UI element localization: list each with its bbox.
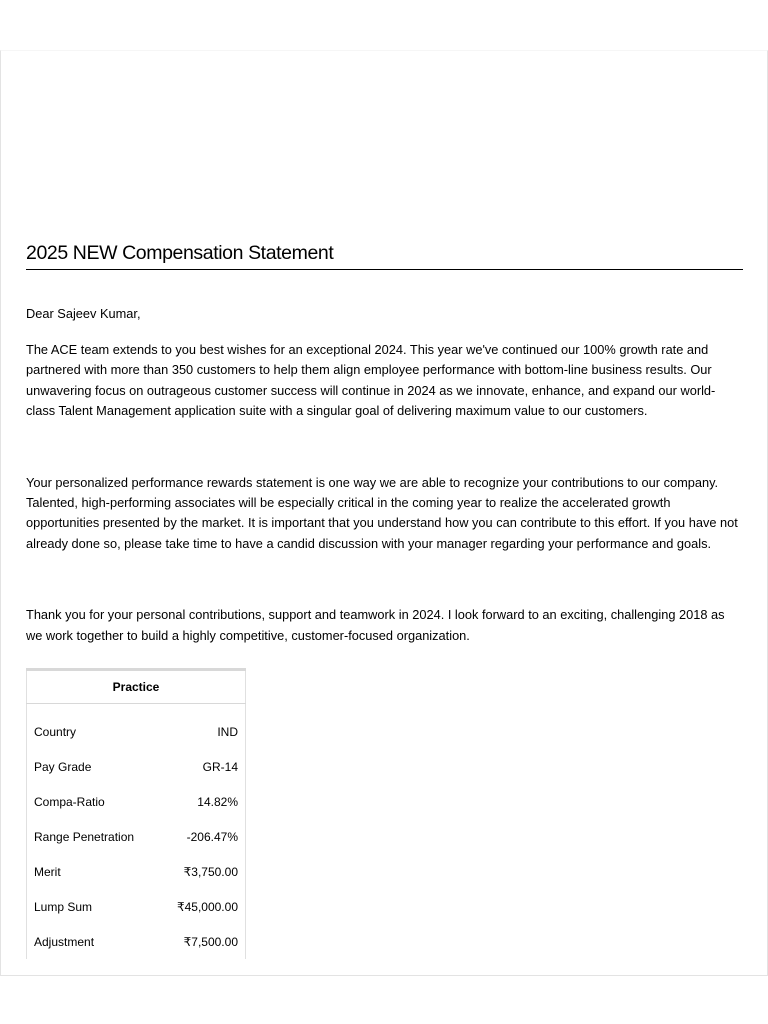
- statement-content: [26, 240, 743, 959]
- table-row-merit: [27, 854, 246, 889]
- row-label: Country: [34, 724, 77, 739]
- row-label: Compa-Ratio: [34, 794, 105, 809]
- table-row-adjustment: [27, 924, 246, 959]
- row-label: Merit: [34, 864, 61, 879]
- row-value: ₹3,750.00: [183, 864, 238, 879]
- row-label: Range Penetration: [34, 829, 135, 844]
- statement-title: 2025 NEW Compensation Statement: [26, 240, 743, 270]
- row-label: Lump Sum: [34, 899, 93, 914]
- table-header-row: [27, 670, 246, 704]
- row-value: -206.47%: [186, 829, 238, 844]
- table-row-pay-grade: [27, 749, 246, 784]
- row-value: ₹45,000.00: [176, 899, 238, 914]
- table-row-lump-sum: [27, 889, 246, 924]
- row-value: GR-14: [202, 759, 238, 774]
- row-value: ₹7,500.00: [183, 934, 238, 949]
- row-value: 14.82%: [197, 794, 238, 809]
- row-label: Adjustment: [34, 934, 95, 949]
- row-label: Pay Grade: [34, 759, 92, 774]
- table-row-range-penetration: [27, 819, 246, 854]
- intro-paragraph: The ACE team extends to you best wishes for an exceptional 2024. This year we've continued our 100% growth rate and partnered with more than 350 customers to help them align employee performance with bottom-line business results. Our unwavering focus on outrageous customer success will continue in 2024 as we innovate, enhance, and expand our world-class Talent Management application suite with a singular goal of delivering maximum value to our customers.: [26, 342, 716, 419]
- table-row-country: [27, 704, 246, 750]
- row-value: IND: [217, 724, 238, 739]
- table-row-compa-ratio: [27, 784, 246, 819]
- table-header-practice: Practice: [27, 670, 246, 704]
- compensation-table: [26, 668, 246, 959]
- rewards-paragraph: Your personalized performance rewards statement is one way we are able to recognize your contributions to our company. Talented, high-performing associates will be especially critical in the coming year to realize the accelerated growth opportunities presented by the market. It is important that you understand how you can contribute to this effort. If you have not already done so, please take time to have a candid discussion with your manager regarding your performance and goals.: [26, 474, 738, 551]
- greeting: Dear Sajeev Kumar,: [26, 306, 141, 321]
- thanks-paragraph: Thank you for your personal contributions, support and teamwork in 2024. I look forward to an exciting, challenging 2018 as we work together to build a highly competitive, customer-focused organization.: [26, 607, 725, 643]
